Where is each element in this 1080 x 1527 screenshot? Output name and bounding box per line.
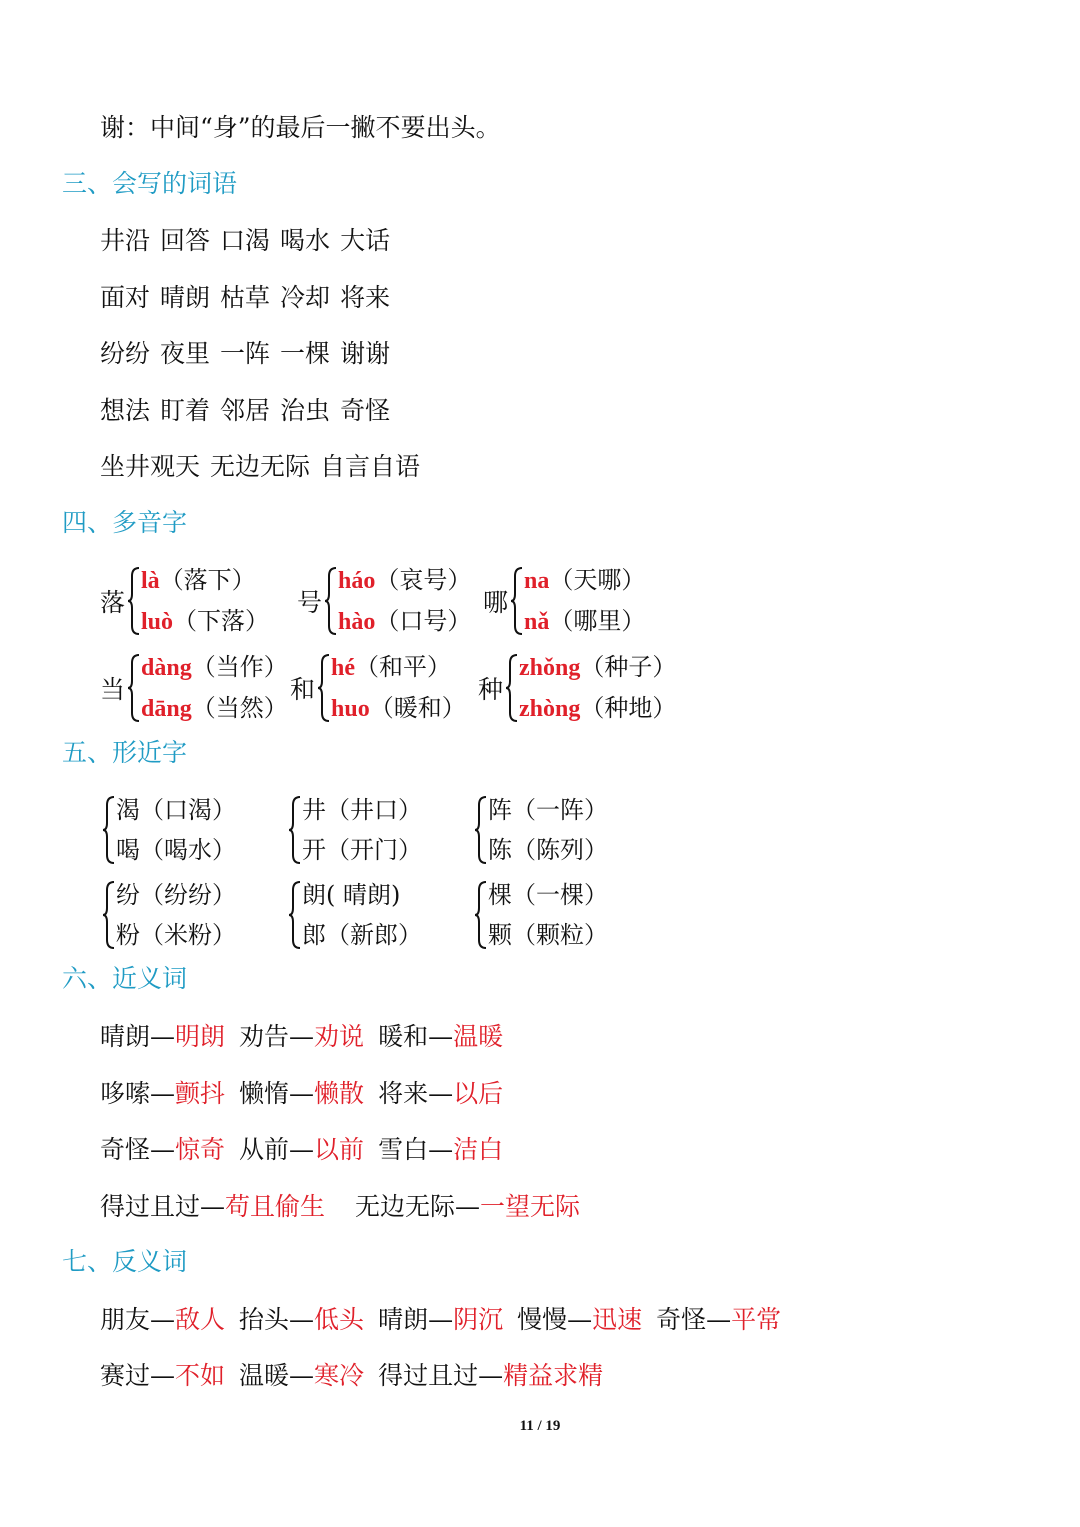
polyphonic-char: 哪 xyxy=(483,588,509,617)
section-heading-words: 三、会写的词语 xyxy=(62,169,238,198)
reading-option xyxy=(141,688,288,729)
similar-char-group xyxy=(288,790,422,870)
section-heading-synonyms: 六、近义词 xyxy=(62,964,188,993)
section-heading-similar-chars: 五、形近字 xyxy=(62,738,188,767)
polyphonic-char: 和 xyxy=(290,675,316,704)
antonym-pair xyxy=(517,1304,642,1336)
synonym-word: 劝说 xyxy=(314,1022,365,1051)
pinyin: hé xyxy=(331,655,356,681)
word: 自言自语 xyxy=(320,452,421,481)
word: 面对 xyxy=(100,283,151,312)
antonym-word: 寒冷 xyxy=(314,1361,365,1390)
similar-char-options xyxy=(302,875,422,955)
similar-char-group xyxy=(102,875,236,955)
similar-char-item: 朗( 晴朗) xyxy=(302,881,401,909)
word: 坐井观天 xyxy=(100,452,201,481)
polyphonic-char: 当 xyxy=(100,675,126,704)
word: 无边无际 xyxy=(210,452,311,481)
pinyin: là xyxy=(141,568,160,594)
reading-option xyxy=(331,688,466,729)
word: 大话 xyxy=(340,226,391,255)
synonym-pair xyxy=(355,1191,580,1223)
synonym-word: 温暖 xyxy=(453,1022,504,1051)
similar-char-group xyxy=(288,875,422,955)
similar-char-group xyxy=(474,790,608,870)
word: 纷纷 xyxy=(100,339,151,368)
similar-char-item: 郎（新郎） xyxy=(302,921,422,949)
pinyin: nǎ xyxy=(524,609,550,635)
base-word: 从前— xyxy=(239,1135,315,1164)
example-word: （种子） xyxy=(580,653,677,681)
word: 奇怪 xyxy=(340,396,391,425)
base-word: 朋友— xyxy=(100,1305,176,1334)
antonym-word: 不如 xyxy=(175,1361,226,1390)
word: 将来 xyxy=(340,283,391,312)
base-word: 温暖— xyxy=(239,1361,315,1390)
similar-char-item: 开（开门） xyxy=(302,836,422,864)
pinyin: hào xyxy=(338,609,376,635)
brace-icon xyxy=(127,653,141,723)
antonym-pair xyxy=(239,1360,364,1392)
word: 盯着 xyxy=(160,396,211,425)
synonym-word: 颤抖 xyxy=(175,1079,226,1108)
pinyin: luò xyxy=(141,609,174,635)
brace-icon xyxy=(505,653,519,723)
similar-char-item: 渴（口渴） xyxy=(116,796,236,824)
synonym-pair xyxy=(100,1021,225,1053)
polyphonic-char: 种 xyxy=(478,675,504,704)
base-word: 奇怪— xyxy=(100,1135,176,1164)
synonym-pair xyxy=(239,1021,364,1053)
pinyin: huo xyxy=(331,696,370,722)
brace-icon xyxy=(474,795,488,865)
example-word: （和平） xyxy=(355,653,452,681)
word: 一棵 xyxy=(280,339,331,368)
word: 一阵 xyxy=(220,339,271,368)
word: 邻居 xyxy=(220,396,271,425)
reading-option xyxy=(519,647,676,688)
word-row xyxy=(100,338,400,370)
section-heading-antonyms: 七、反义词 xyxy=(62,1247,188,1276)
similar-char-options xyxy=(302,790,422,870)
similar-char-item: 棵（一棵） xyxy=(488,881,608,909)
antonym-word: 迅速 xyxy=(592,1305,643,1334)
word: 回答 xyxy=(160,226,211,255)
synonym-pair xyxy=(239,1134,364,1166)
pinyin: zhǒng xyxy=(519,655,581,681)
word: 晴朗 xyxy=(160,283,211,312)
brace-icon xyxy=(510,566,524,636)
example-word: （当然） xyxy=(191,694,288,722)
reading-options xyxy=(519,647,676,729)
example-word: （落下） xyxy=(159,566,256,594)
synonym-word: 以前 xyxy=(314,1135,365,1164)
section-heading-polyphonic: 四、多音字 xyxy=(62,508,188,537)
example-word: （下落） xyxy=(173,607,270,635)
brace-icon xyxy=(288,795,302,865)
brace-icon xyxy=(288,880,302,950)
polyphonic-group xyxy=(297,560,471,642)
antonym-pair xyxy=(100,1304,225,1336)
synonym-word: 明朗 xyxy=(175,1022,226,1051)
word: 枯草 xyxy=(220,283,271,312)
word: 井沿 xyxy=(100,226,151,255)
reading-option xyxy=(524,560,645,601)
word: 喝水 xyxy=(280,226,331,255)
example-word: （口号） xyxy=(375,607,472,635)
base-word: 得过且过— xyxy=(100,1192,226,1221)
brace-icon xyxy=(102,795,116,865)
similar-char-item: 颗（颗粒） xyxy=(488,921,608,949)
brace-icon xyxy=(324,566,338,636)
word: 谢谢 xyxy=(340,339,391,368)
similar-char-item: 纷（纷纷） xyxy=(116,881,236,909)
reading-option xyxy=(338,601,471,642)
example-word: （暖和） xyxy=(369,694,466,722)
similar-char-options xyxy=(116,790,236,870)
synonym-pair xyxy=(378,1134,503,1166)
base-word: 得过且过— xyxy=(378,1361,504,1390)
antonym-pair xyxy=(100,1360,225,1392)
example-word: （种地） xyxy=(580,694,677,722)
synonym-pair xyxy=(378,1078,503,1110)
word-row xyxy=(100,225,400,257)
example-word: （哪里） xyxy=(549,607,646,635)
polyphonic-group xyxy=(290,647,466,729)
similar-char-item: 喝（喝水） xyxy=(116,836,236,864)
similar-char-item: 陈（陈列） xyxy=(488,836,608,864)
antonym-pair xyxy=(378,1360,603,1392)
polyphonic-char: 落 xyxy=(100,588,126,617)
synonym-word: 懒散 xyxy=(314,1079,365,1108)
antonym-pair xyxy=(656,1304,781,1336)
reading-option xyxy=(338,560,471,601)
antonym-row xyxy=(100,1304,795,1336)
polyphonic-group xyxy=(483,560,645,642)
word: 冷却 xyxy=(280,283,331,312)
word-row xyxy=(100,395,400,427)
pinyin: zhòng xyxy=(519,696,581,722)
reading-option xyxy=(141,601,269,642)
brace-icon xyxy=(127,566,141,636)
base-word: 将来— xyxy=(378,1079,454,1108)
polyphonic-char: 号 xyxy=(297,588,323,617)
pinyin: háo xyxy=(338,568,376,594)
synonym-row xyxy=(100,1078,517,1110)
antonym-pair xyxy=(378,1304,503,1336)
synonym-row xyxy=(100,1134,517,1166)
synonym-pair xyxy=(378,1021,503,1053)
brace-icon xyxy=(317,653,331,723)
word: 想法 xyxy=(100,396,151,425)
example-word: （当作） xyxy=(191,653,288,681)
base-word: 晴朗— xyxy=(378,1305,454,1334)
similar-char-options xyxy=(116,875,236,955)
word: 口渴 xyxy=(220,226,271,255)
brace-icon xyxy=(102,880,116,950)
reading-option xyxy=(331,647,466,688)
synonym-row xyxy=(100,1191,610,1223)
antonym-word: 精益求精 xyxy=(503,1361,604,1390)
reading-options xyxy=(331,647,466,729)
base-word: 奇怪— xyxy=(656,1305,732,1334)
similar-char-options xyxy=(488,790,608,870)
polyphonic-group xyxy=(100,560,269,642)
synonym-row xyxy=(100,1021,517,1053)
antonym-pair xyxy=(239,1304,364,1336)
synonym-word: 惊奇 xyxy=(175,1135,226,1164)
reading-options xyxy=(141,560,269,642)
example-word: （哀号） xyxy=(375,566,472,594)
pinyin: dàng xyxy=(141,655,192,681)
reading-options xyxy=(141,647,288,729)
reading-option xyxy=(519,688,676,729)
similar-char-item: 井（井口） xyxy=(302,796,422,824)
reading-option xyxy=(524,601,645,642)
base-word: 懒惰— xyxy=(239,1079,315,1108)
pinyin: dāng xyxy=(141,696,192,722)
reading-options xyxy=(338,560,471,642)
antonym-word: 平常 xyxy=(731,1305,782,1334)
base-word: 赛过— xyxy=(100,1361,176,1390)
word: 夜里 xyxy=(160,339,211,368)
similar-char-item: 粉（米粉） xyxy=(116,921,236,949)
base-word: 晴朗— xyxy=(100,1022,176,1051)
reading-option xyxy=(141,560,269,601)
similar-char-item: 阵（一阵） xyxy=(488,796,608,824)
similar-char-options xyxy=(488,875,608,955)
synonym-pair xyxy=(239,1078,364,1110)
synonym-pair xyxy=(100,1078,225,1110)
polyphonic-group xyxy=(100,647,288,729)
antonym-word: 敌人 xyxy=(175,1305,226,1334)
pinyin: na xyxy=(524,568,550,594)
synonym-word: 苟且偷生 xyxy=(225,1192,326,1221)
synonym-word: 以后 xyxy=(453,1079,504,1108)
base-word: 哆嗦— xyxy=(100,1079,176,1108)
antonym-row xyxy=(100,1360,633,1392)
synonym-pair xyxy=(100,1134,225,1166)
reading-option xyxy=(141,647,288,688)
base-word: 慢慢— xyxy=(517,1305,593,1334)
polyphonic-group xyxy=(478,647,676,729)
reading-options xyxy=(524,560,645,642)
antonym-word: 低头 xyxy=(314,1305,365,1334)
brace-icon xyxy=(474,880,488,950)
word-row xyxy=(100,451,430,483)
synonym-pair xyxy=(100,1191,325,1223)
similar-char-group xyxy=(102,790,236,870)
example-word: （天哪） xyxy=(549,566,646,594)
antonym-word: 阴沉 xyxy=(453,1305,504,1334)
synonym-word: 洁白 xyxy=(453,1135,504,1164)
base-word: 抬头— xyxy=(239,1305,315,1334)
synonym-word: 一望无际 xyxy=(480,1192,581,1221)
base-word: 劝告— xyxy=(239,1022,315,1051)
intro-note: 谢：中间“身”的最后一撇不要出头。 xyxy=(100,113,501,142)
similar-char-group xyxy=(474,875,608,955)
base-word: 雪白— xyxy=(378,1135,454,1164)
word-row xyxy=(100,282,400,314)
base-word: 无边无际— xyxy=(355,1192,481,1221)
page-number: 11 / 19 xyxy=(519,1418,561,1434)
base-word: 暖和— xyxy=(378,1022,454,1051)
word: 治虫 xyxy=(280,396,331,425)
